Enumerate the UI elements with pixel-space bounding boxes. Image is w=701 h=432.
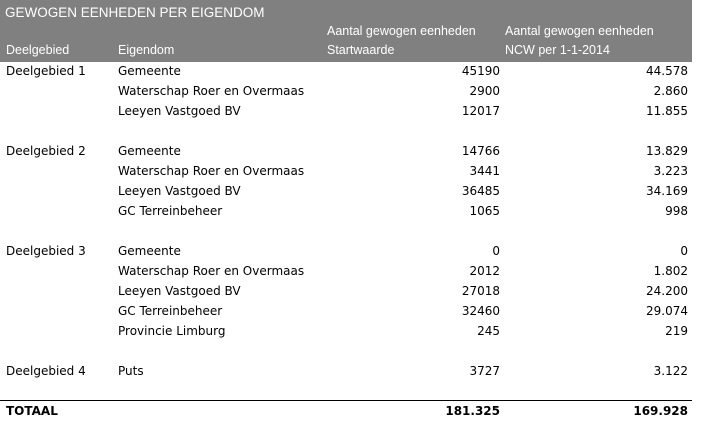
startwaarde-cell: 27018 xyxy=(461,284,500,298)
table-row xyxy=(0,182,692,202)
table-row xyxy=(0,322,692,342)
ncw-cell: 0 xyxy=(680,244,688,258)
startwaarde-cell: 2900 xyxy=(469,84,500,98)
startwaarde-cell: 32460 xyxy=(461,304,500,318)
eigendom-cell: Leeyen Vastgoed BV xyxy=(118,184,241,198)
eigendom-cell: Gemeente xyxy=(118,244,181,258)
startwaarde-cell: 1065 xyxy=(469,204,500,218)
startwaarde-cell: 3727 xyxy=(469,364,500,378)
eigendom-cell: GC Terreinbeheer xyxy=(118,204,223,218)
deelgebied-cell: Deelgebied 2 xyxy=(6,144,86,158)
startwaarde-cell: 245 xyxy=(477,324,500,338)
ncw-cell: 1.802 xyxy=(653,264,688,278)
column-header-ncw-line2: NCW per 1-1-2014 xyxy=(505,43,610,57)
ncw-cell: 34.169 xyxy=(646,184,688,198)
table-row xyxy=(0,62,692,82)
table-row xyxy=(0,202,692,222)
ncw-cell: 44.578 xyxy=(646,64,688,78)
total-divider xyxy=(0,400,692,401)
eigendom-cell: GC Terreinbeheer xyxy=(118,304,223,318)
column-header-deelgebied: Deelgebied xyxy=(6,43,70,57)
table-row xyxy=(0,142,692,162)
eigendom-cell: Waterschap Roer en Overmaas xyxy=(118,164,305,178)
startwaarde-cell: 3441 xyxy=(469,164,500,178)
table-title: GEWOGEN EENHEDEN PER EIGENDOM xyxy=(5,5,265,20)
startwaarde-cell: 14766 xyxy=(461,144,500,158)
ncw-cell: 13.829 xyxy=(646,144,688,158)
deelgebied-cell: Deelgebied 3 xyxy=(6,244,86,258)
startwaarde-cell: 36485 xyxy=(461,184,500,198)
table-row xyxy=(0,162,692,182)
total-ncw: 169.928 xyxy=(633,404,688,418)
startwaarde-cell: 12017 xyxy=(461,104,500,118)
total-row xyxy=(0,402,692,422)
deelgebied-cell: Deelgebied 4 xyxy=(6,364,86,378)
table-row xyxy=(0,262,692,282)
column-header-ncw-line1: Aantal gewogen eenheden xyxy=(505,24,654,38)
ncw-cell: 11.855 xyxy=(646,104,688,118)
table-header xyxy=(0,0,692,62)
eigendom-cell: Waterschap Roer en Overmaas xyxy=(118,264,305,278)
table-row xyxy=(0,282,692,302)
column-header-start-line1: Aantal gewogen eenheden xyxy=(327,24,476,38)
startwaarde-cell: 45190 xyxy=(461,64,500,78)
eigendom-cell: Waterschap Roer en Overmaas xyxy=(118,84,305,98)
table-row xyxy=(0,362,692,382)
table-row xyxy=(0,82,692,102)
total-label: TOTAAL xyxy=(6,404,58,418)
ncw-cell: 24.200 xyxy=(646,284,688,298)
startwaarde-cell: 0 xyxy=(492,244,500,258)
table-row xyxy=(0,242,692,262)
startwaarde-cell: 2012 xyxy=(469,264,500,278)
total-startwaarde: 181.325 xyxy=(445,404,500,418)
column-header-start-line2: Startwaarde xyxy=(327,43,395,57)
eigendom-cell: Gemeente xyxy=(118,64,181,78)
ncw-cell: 3.223 xyxy=(653,164,688,178)
table-row xyxy=(0,102,692,122)
eigendom-cell: Puts xyxy=(118,364,144,378)
eigendom-cell: Gemeente xyxy=(118,144,181,158)
table-row xyxy=(0,302,692,322)
ncw-cell: 2.860 xyxy=(653,84,688,98)
ncw-cell: 998 xyxy=(665,204,688,218)
eigendom-cell: Leeyen Vastgoed BV xyxy=(118,284,241,298)
column-header-eigendom: Eigendom xyxy=(118,43,175,57)
ncw-cell: 29.074 xyxy=(646,304,688,318)
ncw-cell: 219 xyxy=(665,324,688,338)
eigendom-cell: Provincie Limburg xyxy=(118,324,226,338)
deelgebied-cell: Deelgebied 1 xyxy=(6,64,86,78)
eigendom-cell: Leeyen Vastgoed BV xyxy=(118,104,241,118)
ncw-cell: 3.122 xyxy=(653,364,688,378)
